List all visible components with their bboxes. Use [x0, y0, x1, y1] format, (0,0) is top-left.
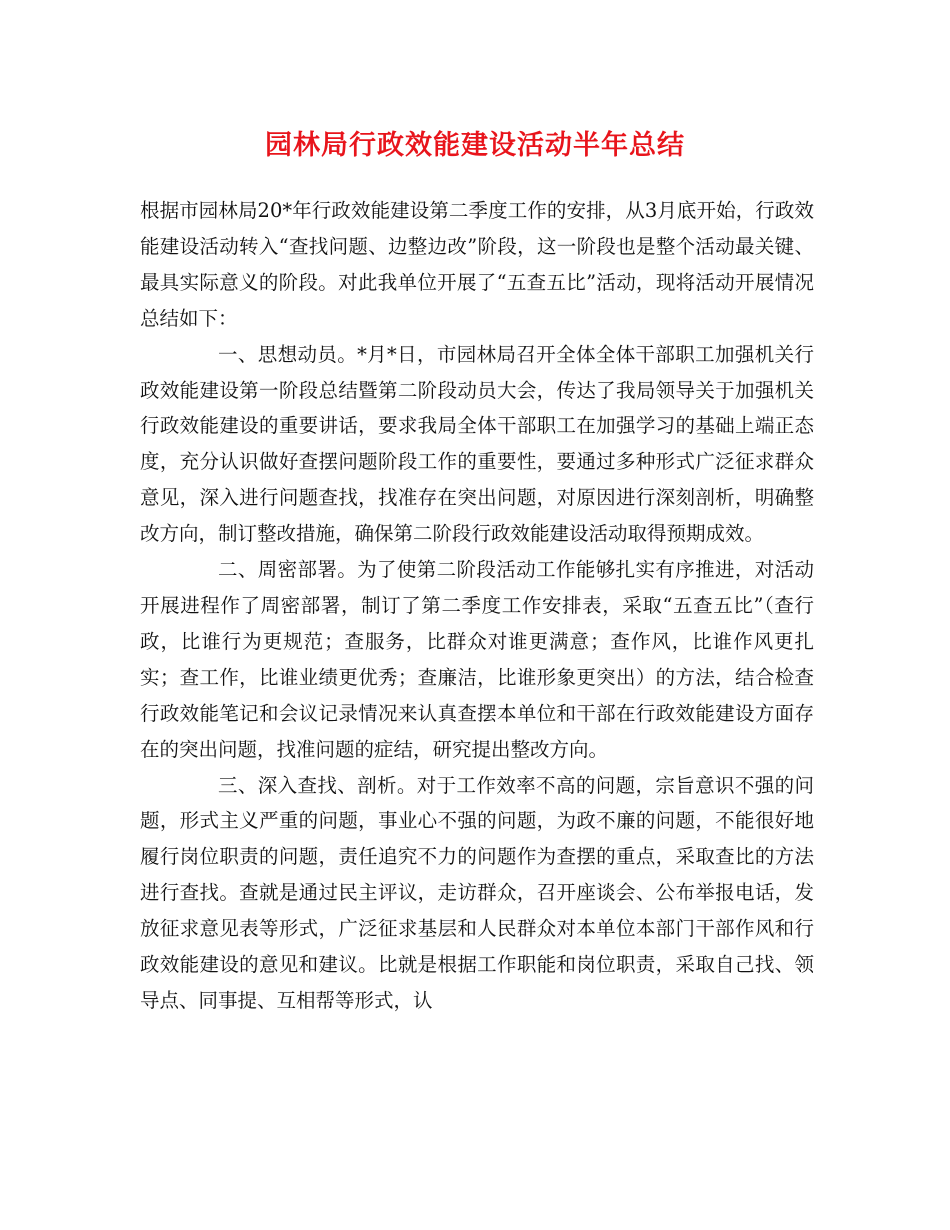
- section-2-paragraph: 二、周密部署。为了使第二阶段活动工作能够扎实有序推进，对活动开展进程作了周密部署，制订了第二季度工作安排表，采取“五查五比”（查行政，比谁行为更规范；查服务，比群众对谁更满意；查作风，比谁作风更扎实；查工作，比谁业绩更优秀；查廉洁，比谁形象更突出）的方法，结合检查行政效能笔记和会议记录情况来认真查摆本单位和干部在行政效能建设方面存在的突出问题，找准问题的症结，研究提出整改方向。: [140, 558, 814, 761]
- document-title: 园林局行政效能建设活动半年总结: [265, 130, 685, 161]
- document-body: [140, 193, 814, 1019]
- section-3-paragraph: 三、深入查找、剖析。对于工作效率不高的问题，宗旨意识不强的问题，形式主义严重的问题，事业心不强的问题，为政不廉的问题，不能很好地履行岗位职责的问题，责任追究不力的问题作为查摆的重点，采取查比的方法进行查找。查就是通过民主评议，走访群众，召开座谈会、公布举报电话，发放征求意见表等形式，广泛征求基层和人民群众对本单位本部门干部作风和行政效能建设的意见和建议。比就是根据工作职能和岗位职责，采取自己找、领导点、同事提、互相帮等形式，认: [140, 773, 814, 1012]
- intro-paragraph: 根据市园林局20*年行政效能建设第二季度工作的安排，从3月底开始，行政效能建设活动转入“查找问题、边整边改”阶段，这一阶段也是整个活动最关键、最具实际意义的阶段。对此我单位开展了“五查五比”活动，现将活动开展情况总结如下：: [140, 199, 814, 330]
- section-1-paragraph: 一、思想动员。*月*日，市园林局召开全体全体干部职工加强机关行政效能建设第一阶段总结暨第二阶段动员大会，传达了我局领导关于加强机关行政效能建设的重要讲话，要求我局全体干部职工在加强学习的基础上端正态度，充分认识做好查摆问题阶段工作的重要性，要通过多种形式广泛征求群众意见，深入进行问题查找，找准存在突出问题，对原因进行深刻剖析，明确整改方向，制订整改措施，确保第二阶段行政效能建设活动取得预期成效。: [140, 342, 814, 546]
